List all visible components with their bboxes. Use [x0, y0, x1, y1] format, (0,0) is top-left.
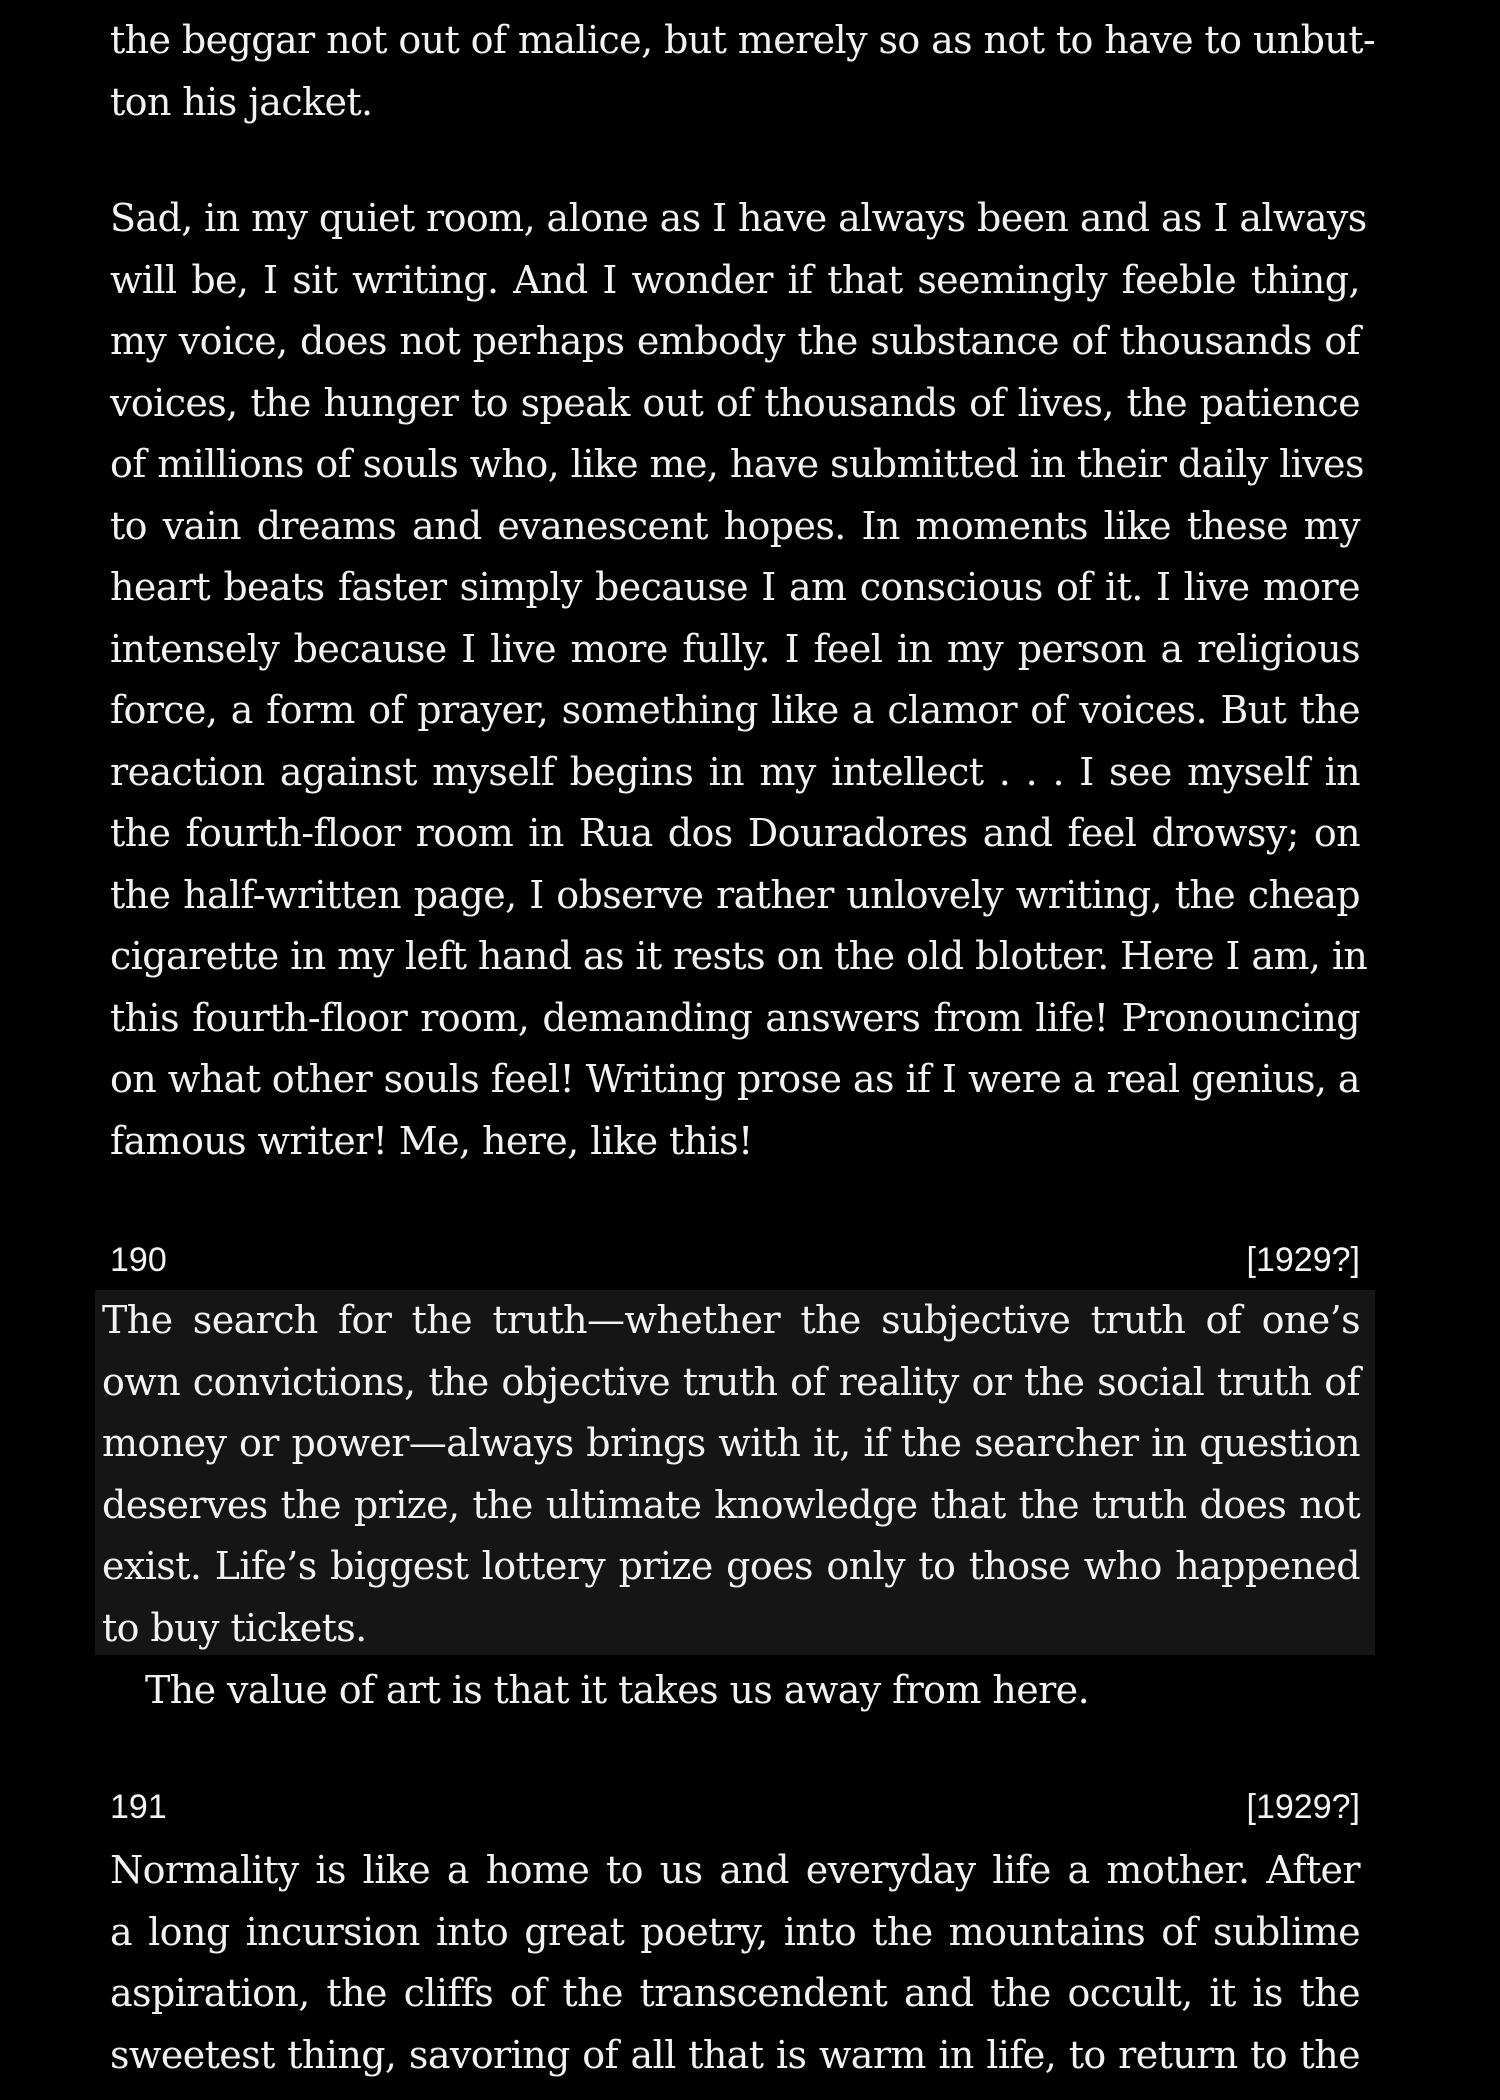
text-line: sweetest thing, savoring of all that is warm in life, to return to the [110, 2032, 1360, 2077]
text-line: The search for the truth—whether the subjective truth of one’s [102, 1298, 1360, 1342]
text-line: Normality is like a home to us and everyday life a mother. After [110, 1848, 1360, 1892]
text-line: ton his jacket. [110, 79, 373, 124]
text-line: heart beats faster simply because I am conscious of it. I live more [110, 565, 1360, 609]
entry-190-header [110, 1235, 1360, 1285]
text-line: to vain dreams and evanescent hopes. In moments like these my [110, 503, 1360, 548]
entry-number: 191 [110, 1788, 167, 1826]
entry-date: [1929?] [1246, 1788, 1360, 1826]
text-line: famous writer! Me, here, like this! [110, 1118, 753, 1163]
text-line: to buy tickets. [102, 1605, 367, 1650]
entry-191-header [110, 1782, 1360, 1832]
text-line: the half-written page, I observe rather unlovely writing, the cheap [110, 872, 1360, 917]
text-line: intensely because I live more fully. I feel in my person a religious [110, 626, 1360, 671]
text-line: Sad, in my quiet room, alone as I have always been and as I always [110, 196, 1367, 240]
entry-191-text [110, 1840, 1360, 2086]
entry-190-text [102, 1290, 1360, 1659]
text-line: voices, the hunger to speak out of thousands of lives, the patience [110, 380, 1360, 425]
text-line: The value of art is that it takes us away from here. [145, 1668, 1090, 1712]
text-line: the fourth-floor room in Rua dos Douradores and feel drowsy; on [110, 811, 1360, 855]
text-line: reaction against myself begins in my intellect . . . I see myself in [110, 749, 1360, 794]
text-line: a long incursion into great poetry, into the mountains of sublime [110, 1909, 1360, 1954]
text-line: the beggar not out of malice, but merely so as not to have to unbut- [110, 18, 1376, 62]
text-line: of millions of souls who, like me, have submitted in their daily lives [110, 442, 1364, 486]
text-line: cigarette in my left hand as it rests on the old blotter. Here I am, in [110, 934, 1368, 978]
text-line: will be, I sit writing. And I wonder if that seemingly feeble thing, [110, 257, 1360, 302]
text-line: aspiration, the cliffs of the transcendent and the occult, it is the [110, 1971, 1360, 2015]
text-line: own convictions, the objective truth of reality or the social truth of [102, 1359, 1360, 1404]
text-line: on what other souls feel! Writing prose as if I were a real genius, a [110, 1057, 1360, 1101]
entry-190-closing-line [145, 1660, 1145, 1722]
text-line: my voice, does not perhaps embody the substance of thousands of [110, 319, 1360, 363]
top-fragment [110, 10, 1376, 133]
text-line: exist. Life’s biggest lottery prize goes only to those who happened [102, 1544, 1360, 1588]
entry-date: [1929?] [1246, 1241, 1360, 1279]
paragraph-sad [110, 188, 1368, 1172]
text-line: force, a form of prayer, something like a clamor of voices. But the [110, 688, 1360, 732]
text-line: money or power—always brings with it, if the searcher in question [102, 1421, 1360, 1465]
entry-number: 190 [110, 1241, 167, 1279]
text-line: this fourth-floor room, demanding answers from life! Pronouncing [110, 995, 1360, 1040]
text-line: deserves the prize, the ultimate knowledge that the truth does not [102, 1482, 1360, 1527]
